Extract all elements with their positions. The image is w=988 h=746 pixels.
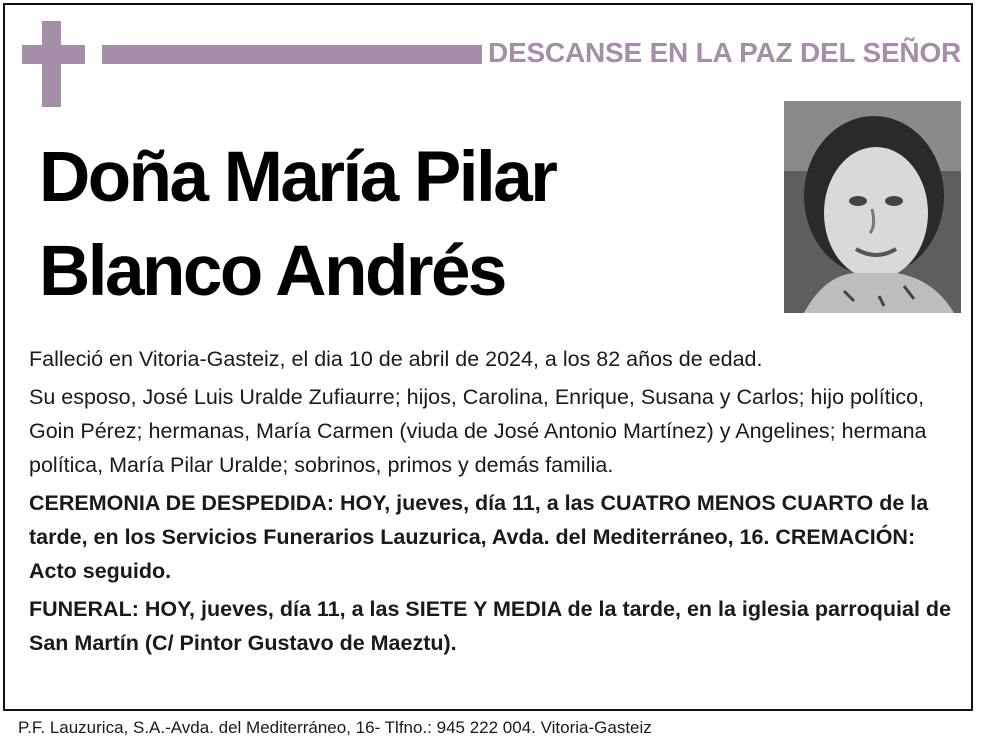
ceremony-info: CEREMONIA DE DESPEDIDA: HOY, jueves, día 11, a las CUATRO MENOS CUARTO de la tarde, en los Servicios Funerarios Lauzurica, Avda. del Mediterráneo, 16. CREMACIÓN: Acto seguido.: [29, 491, 929, 583]
notice-body: [29, 342, 954, 664]
death-notice: Falleció en Vitoria-Gasteiz, el dia 10 de abril de 2024, a los 82 años de edad.: [29, 347, 763, 371]
family-list: Su esposo, José Luis Uralde Zufiaurre; hijos, Carolina, Enrique, Susana y Carlos; hijo político, Goin Pérez; hermanas, María Carmen (viuda de José Antonio Martínez) y Angelines; hermana política, María Pilar Uralde; sobrinos, primos y demás familia.: [29, 385, 927, 477]
cross-icon-bar: [22, 45, 85, 64]
cross-icon: [42, 21, 61, 107]
deceased-name: [39, 131, 555, 319]
name-line-1: Doña María Pilar: [39, 138, 556, 217]
portrait-photo: [784, 101, 961, 313]
name-line-2: Blanco Andrés: [39, 232, 505, 311]
funeral-home-footer: P.F. Lauzurica, S.A.-Avda. del Mediterráneo, 16- Tlfno.: 945 222 004. Vitoria-Gasteiz: [18, 718, 652, 737]
notice-frame: [3, 3, 973, 711]
funeral-info: FUNERAL: HOY, jueves, día 11, a las SIETE Y MEDIA de la tarde, en la iglesia parroquial de San Martín (C/ Pintor Gustavo de Maeztu).: [29, 597, 952, 655]
header-rule: [102, 45, 482, 64]
blessing-heading: DESCANSE EN LA PAZ DEL SEÑOR: [488, 37, 962, 68]
